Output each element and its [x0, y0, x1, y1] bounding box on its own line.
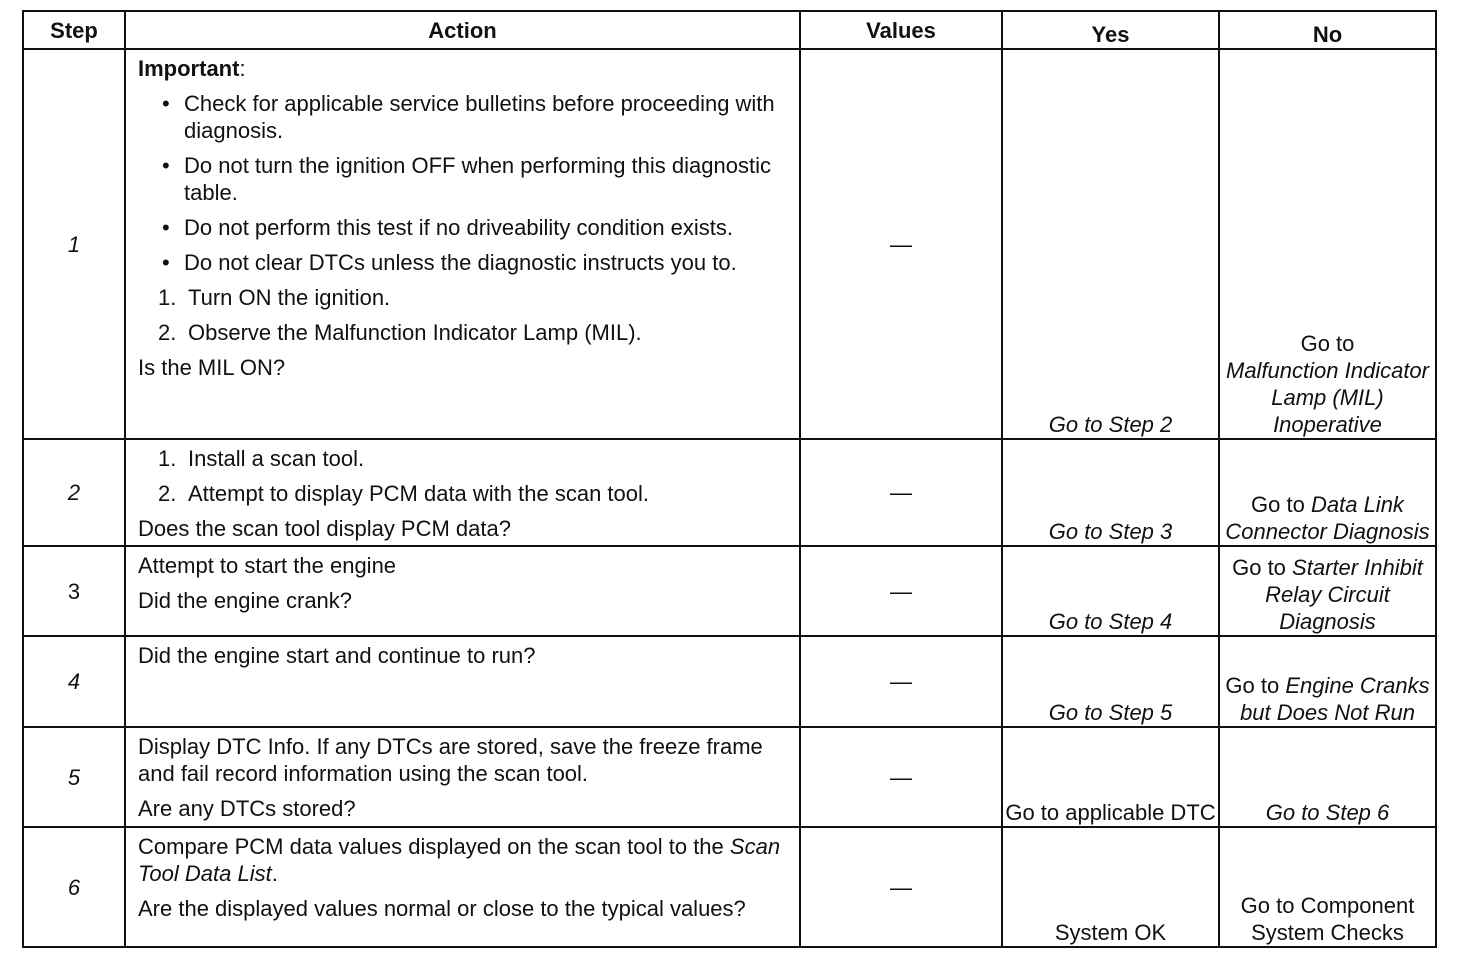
yes-cell: Go to Step 2 — [1002, 49, 1219, 439]
no-cell: Go to Malfunction Indicator Lamp (MIL) Inoperative — [1219, 49, 1436, 439]
table-row — [23, 439, 1436, 546]
yes-cell: Go to applicable DTC — [1002, 727, 1219, 827]
yes-cell: Go to Step 5 — [1002, 636, 1219, 727]
table-row — [23, 49, 1436, 439]
list-item: 1. Install a scan tool. — [158, 446, 365, 471]
list-item: • Check for applicable service bulletins before proceeding with diagnosis. — [184, 90, 789, 144]
list-item: • Do not clear DTCs unless the diagnostic instructs you to. — [184, 249, 789, 276]
header-step: Step — [23, 11, 125, 49]
no-cell: Go to Component System Checks — [1219, 827, 1436, 947]
action-cell — [125, 546, 800, 636]
numbered-list — [138, 284, 789, 346]
table-row — [23, 546, 1436, 636]
action-text: Attempt to start the engine — [138, 553, 397, 578]
step-number: 5 — [23, 727, 125, 827]
step-number: 1 — [23, 49, 125, 439]
list-item: • Do not turn the ignition OFF when performing this diagnostic table. — [184, 152, 789, 206]
numbered-list — [138, 445, 789, 507]
table-row — [23, 636, 1436, 727]
action-cell — [125, 827, 800, 947]
table-row — [23, 727, 1436, 827]
no-cell: Go to Starter Inhibit Relay Circuit Diagnosis — [1219, 546, 1436, 636]
list-item: 2. Observe the Malfunction Indicator Lamp (MIL). — [158, 320, 642, 345]
step-number: 6 — [23, 827, 125, 947]
list-item: 2. Attempt to display PCM data with the scan tool. — [158, 481, 650, 506]
list-item: 1. Turn ON the ignition. — [158, 285, 391, 310]
header-no: No — [1219, 11, 1436, 49]
values-cell: — — [800, 439, 1002, 546]
step-number: 3 — [23, 546, 125, 636]
table-row — [23, 827, 1436, 947]
important-note: Important: — [138, 56, 246, 81]
values-cell: — — [800, 827, 1002, 947]
no-cell: Go to Data Link Connector Diagnosis — [1219, 439, 1436, 546]
header-action: Action — [125, 11, 800, 49]
header-yes: Yes — [1002, 11, 1219, 49]
action-cell — [125, 439, 800, 546]
no-cell: Go to Step 6 — [1219, 727, 1436, 827]
list-item: • Do not perform this test if no driveability condition exists. — [184, 214, 789, 241]
action-question: Does the scan tool display PCM data? — [138, 516, 511, 541]
no-cell: Go to Engine Cranks but Does Not Run — [1219, 636, 1436, 727]
diagnostic-table — [22, 10, 1437, 948]
action-cell — [125, 727, 800, 827]
action-question: Are any DTCs stored? — [138, 796, 356, 821]
values-cell: — — [800, 49, 1002, 439]
important-label: Important — [138, 56, 240, 81]
values-cell: — — [800, 546, 1002, 636]
action-cell — [125, 49, 800, 439]
action-question: Did the engine start and continue to run? — [138, 643, 536, 668]
yes-cell: System OK — [1002, 827, 1219, 947]
yes-cell: Go to Step 4 — [1002, 546, 1219, 636]
values-cell: — — [800, 636, 1002, 727]
action-question: Are the displayed values normal or close to the typical values? — [138, 896, 746, 921]
action-text: Display DTC Info. If any DTCs are stored, save the freeze frame and fail record information using the scan tool. — [138, 734, 763, 786]
step-number: 4 — [23, 636, 125, 727]
action-cell — [125, 636, 800, 727]
action-question: Is the MIL ON? — [138, 355, 286, 380]
action-text: Compare PCM data values displayed on the scan tool to the Scan Tool Data List. — [138, 834, 781, 886]
values-cell: — — [800, 727, 1002, 827]
step-number: 2 — [23, 439, 125, 546]
header-values: Values — [800, 11, 1002, 49]
bullet-list — [138, 90, 789, 276]
header-row — [23, 11, 1436, 49]
action-question: Did the engine crank? — [138, 588, 353, 613]
yes-cell: Go to Step 3 — [1002, 439, 1219, 546]
